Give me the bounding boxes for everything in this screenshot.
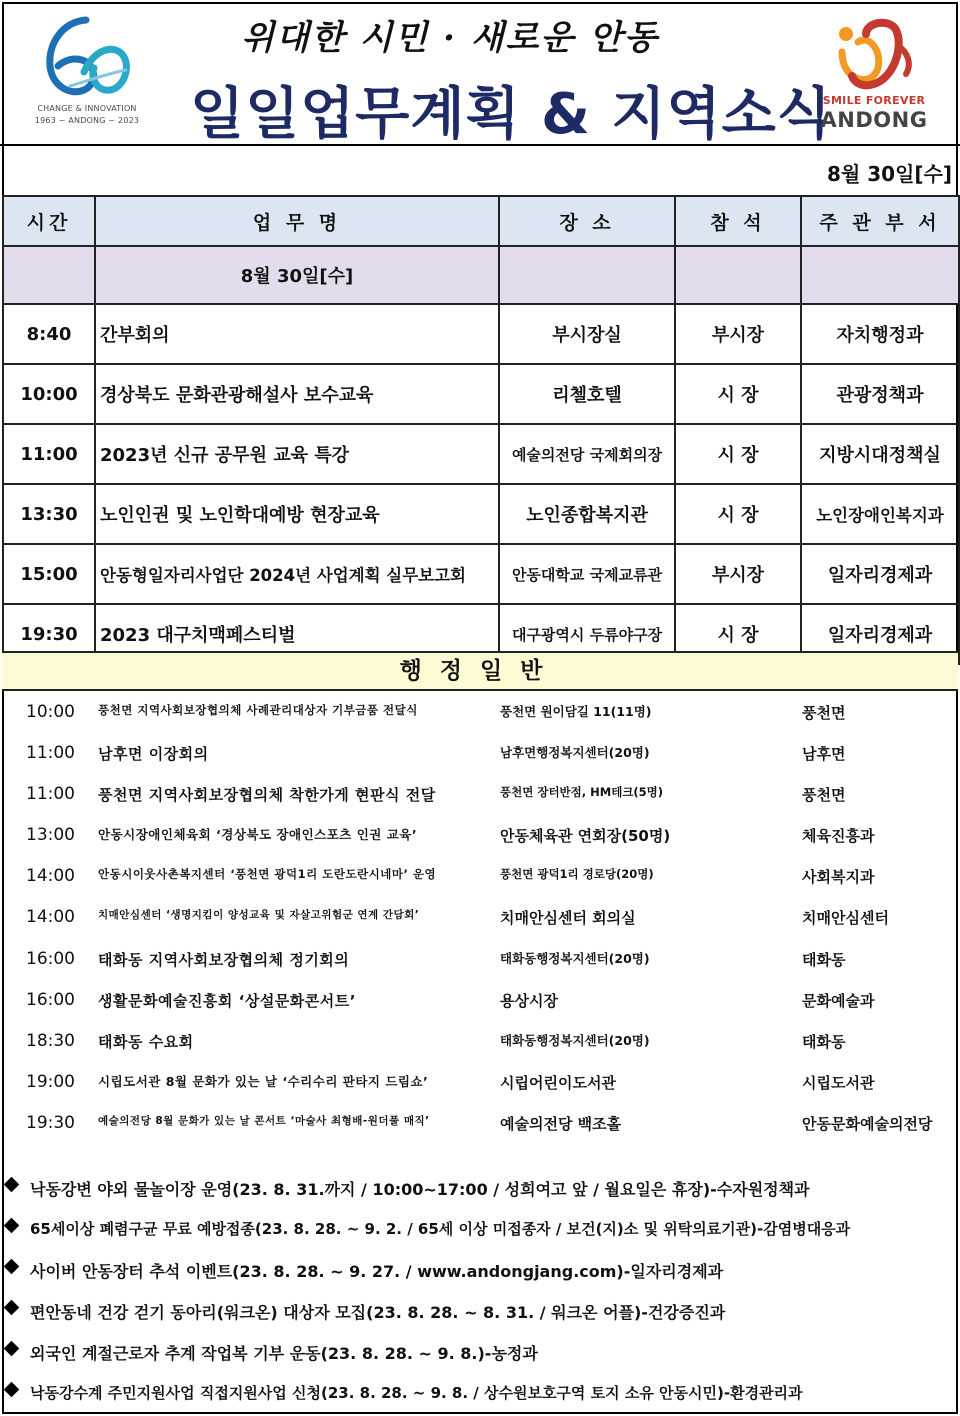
table-row <box>3 484 959 544</box>
table-row <box>3 304 959 364</box>
item-place: 치매안심센터 회의실 <box>500 909 636 928</box>
date-row-empty <box>499 246 675 304</box>
news-item <box>0 1330 960 1371</box>
item-dept: 안동문화예술의전당 <box>802 1114 933 1133</box>
row-dept: 자치행정과 <box>801 304 959 364</box>
item-name: 태화동 수요회 <box>98 1032 194 1051</box>
list-item <box>0 1104 960 1145</box>
item-place: 안동체육관 연회장(50명) <box>500 827 671 846</box>
item-time: 16:00 <box>26 948 75 969</box>
news-item <box>0 1371 960 1412</box>
news-item <box>0 1166 960 1207</box>
slogan: 위대한 시민 · 새로운 안동 <box>241 18 659 58</box>
date-row-empty <box>801 246 959 304</box>
item-place: 시립어린이도서관 <box>500 1073 616 1092</box>
item-place: 태화동행정복지센터(20명) <box>500 950 650 966</box>
row-task: 2023년 신규 공무원 교육 특강 <box>95 424 499 484</box>
row-time: 13:30 <box>3 484 95 544</box>
list-item <box>0 816 960 857</box>
item-time: 18:30 <box>26 1030 75 1051</box>
news-text: 편안동네 건강 걷기 동아리(워크온) 대상자 모집(23. 8. 28. ~ 8. 31. / 워크온 어플)-건강증진과 <box>30 1303 726 1322</box>
row-task: 2023 대구치맥페스티벌 <box>95 604 499 664</box>
item-time: 14:00 <box>26 907 75 928</box>
smile-logo-icon <box>812 12 936 92</box>
item-time: 11:00 <box>26 743 75 764</box>
row-task: 간부회의 <box>95 304 499 364</box>
header-task: 업 무 명 <box>95 196 499 246</box>
row-dept: 일자리경제과 <box>801 544 959 604</box>
list-item <box>0 775 960 816</box>
list-item <box>0 693 960 734</box>
news-text: 낙동강변 야외 물놀이장 운영(23. 8. 31.까지 / 10:00~17:00 / 성희여고 앞 / 월요일은 휴장)-수자원정책과 <box>30 1180 810 1199</box>
item-dept: 남후면 <box>802 745 846 764</box>
item-place: 태화동행정복지센터(20명) <box>500 1032 650 1048</box>
admin-section-title: 행정일반 <box>2 651 958 691</box>
date-row-empty <box>675 246 801 304</box>
row-attend: 부시장 <box>675 304 801 364</box>
list-item <box>0 940 960 981</box>
list-item <box>0 898 960 939</box>
row-time: 10:00 <box>3 364 95 424</box>
news-item <box>0 1248 960 1289</box>
header <box>0 0 960 146</box>
row-dept: 노인장애인복지과 <box>801 484 959 544</box>
header-place: 장 소 <box>499 196 675 246</box>
item-dept: 사회복지과 <box>802 868 875 887</box>
date-row-label: 8월 30일[수] <box>95 246 499 304</box>
report-date: 8월 30일[수] <box>827 162 952 186</box>
diamond-bullet-icon <box>4 1177 20 1193</box>
row-time: 11:00 <box>3 424 95 484</box>
row-attend: 시 장 <box>675 484 801 544</box>
item-name: 안동시장애인체육회 ‘경상북도 장애인스포츠 인권 교육’ <box>98 827 418 843</box>
item-dept: 체육진흥과 <box>802 827 875 846</box>
row-dept: 지방시대정책실 <box>801 424 959 484</box>
news-text: 65세이상 폐렴구균 무료 예방접종(23. 8. 28. ~ 9. 2. / 65세 이상 미접종자 / 보건(지)소 및 위탁의료기관)-감염병대응과 <box>30 1220 851 1238</box>
list-item <box>0 734 960 775</box>
header-time: 시간 <box>3 196 95 246</box>
table-row <box>3 424 959 484</box>
item-time: 19:30 <box>26 1112 75 1133</box>
row-place: 노인종합복지관 <box>499 484 675 544</box>
header-attend: 참 석 <box>675 196 801 246</box>
item-time: 11:00 <box>26 784 75 805</box>
diamond-bullet-icon <box>4 1341 20 1357</box>
list-item <box>0 981 960 1022</box>
item-place: 풍천면 광덕1리 경로당(20명) <box>500 867 654 882</box>
item-name: 시립도서관 8월 문화가 있는 날 ‘수리수리 판타지 드림쇼’ <box>98 1073 429 1089</box>
list-item <box>0 857 960 898</box>
item-time: 14:00 <box>26 866 75 887</box>
smile-forever-andong-logo <box>812 12 936 136</box>
page-title: 일일업무계획 & 지역소식 <box>190 82 832 147</box>
diamond-bullet-icon <box>4 1218 20 1234</box>
header-dept: 주 관 부 서 <box>801 196 959 246</box>
diamond-bullet-icon <box>4 1259 20 1275</box>
item-name: 남후면 이장회의 <box>98 745 209 764</box>
item-place: 남후면행정복지센터(20명) <box>500 745 650 761</box>
item-name: 태화동 지역사회보장협의체 정기회의 <box>98 950 350 969</box>
item-name: 치매안심센터 ‘생명지킴이 양성교육 및 자살고위험군 연계 간담회’ <box>98 909 420 922</box>
item-time: 10:00 <box>26 702 75 722</box>
date-row-empty <box>3 246 95 304</box>
logo-right-line1: SMILE FOREVER <box>822 94 926 107</box>
row-place: 리첼호텔 <box>499 364 675 424</box>
item-place: 용상시장 <box>500 991 558 1010</box>
sixty-logo-icon <box>34 14 140 102</box>
news-item <box>0 1289 960 1330</box>
item-name: 풍천면 지역사회보장협의체 착한가게 현판식 전달 <box>98 786 436 805</box>
item-dept: 문화예술과 <box>802 991 875 1010</box>
row-attend: 시 장 <box>675 604 801 664</box>
list-item <box>0 1022 960 1063</box>
logo-caption-1: CHANGE & INNOVATION <box>37 104 137 113</box>
row-task: 노인인권 및 노인학대예방 현장교육 <box>95 484 499 544</box>
news-text: 사이버 안동장터 추석 이벤트(23. 8. 28. ~ 9. 27. / www.andongjang.com)-일자리경제과 <box>30 1262 724 1281</box>
item-dept: 태화동 <box>802 1032 846 1051</box>
row-dept: 일자리경제과 <box>801 604 959 664</box>
row-place: 부시장실 <box>499 304 675 364</box>
item-name: 풍천면 지역사회보장협의체 사례관리대상자 기부금품 전달식 <box>98 703 418 717</box>
item-name: 안동시이웃사촌복지센터 ‘풍천면 광덕1리 도란도란시네마’ 운영 <box>98 867 437 882</box>
diamond-bullet-icon <box>4 1382 20 1398</box>
item-time: 19:00 <box>26 1071 75 1092</box>
news-item <box>0 1207 960 1248</box>
item-place: 풍천면 원이담길 11(11명) <box>500 704 652 719</box>
item-name: 예술의전당 8월 문화가 있는 날 콘서트 ‘마술사 최형배-원더풀 매직’ <box>98 1114 430 1127</box>
list-item <box>0 1063 960 1104</box>
item-place: 예술의전당 백조홀 <box>500 1114 622 1133</box>
item-dept: 풍천면 <box>802 704 846 722</box>
row-task: 경상북도 문화관광해설사 보수교육 <box>95 364 499 424</box>
row-place: 대구광역시 두류야구장 <box>499 604 675 664</box>
schedule-header-row <box>3 196 959 246</box>
logo-caption-2: 1963 ~ ANDONG ~ 2023 <box>34 116 140 125</box>
row-place: 안동대학교 국제교류관 <box>499 544 675 604</box>
item-dept: 치매안심센터 <box>802 909 889 928</box>
diamond-bullet-icon <box>4 1300 20 1316</box>
row-time: 19:30 <box>3 604 95 664</box>
item-time: 13:00 <box>26 825 75 846</box>
table-row <box>3 364 959 424</box>
news-text: 외국인 계절근로자 추계 작업복 기부 운동(23. 8. 28. ~ 9. 8.)-농정과 <box>30 1344 538 1363</box>
row-time: 15:00 <box>3 544 95 604</box>
anniversary-60-logo <box>34 14 140 130</box>
row-time: 8:40 <box>3 304 95 364</box>
item-dept: 태화동 <box>802 950 846 969</box>
item-dept: 시립도서관 <box>802 1073 875 1092</box>
news-text: 낙동강수계 주민지원사업 직접지원사업 신청(23. 8. 28. ~ 9. 8. / 상수원보호구역 토지 소유 안동시민)-환경관리과 <box>30 1384 803 1402</box>
item-dept: 풍천면 <box>802 786 846 805</box>
row-attend: 시 장 <box>675 424 801 484</box>
item-name: 생활문화예술진흥회 ‘상설문화콘서트’ <box>98 991 356 1010</box>
row-attend: 부시장 <box>675 544 801 604</box>
local-news-list <box>0 1166 960 1412</box>
row-dept: 관광정책과 <box>801 364 959 424</box>
logo-right-line2: ANDONG <box>820 108 928 132</box>
table-row <box>3 544 959 604</box>
schedule-table <box>2 195 960 665</box>
admin-list <box>0 693 960 1145</box>
item-time: 16:00 <box>26 989 75 1010</box>
row-place: 예술의전당 국제회의장 <box>499 424 675 484</box>
row-task: 안동형일자리사업단 2024년 사업계획 실무보고회 <box>95 544 499 604</box>
row-attend: 시 장 <box>675 364 801 424</box>
schedule-date-row <box>3 246 959 304</box>
item-place: 풍천면 장터반점, HM테크(5명) <box>500 785 664 800</box>
